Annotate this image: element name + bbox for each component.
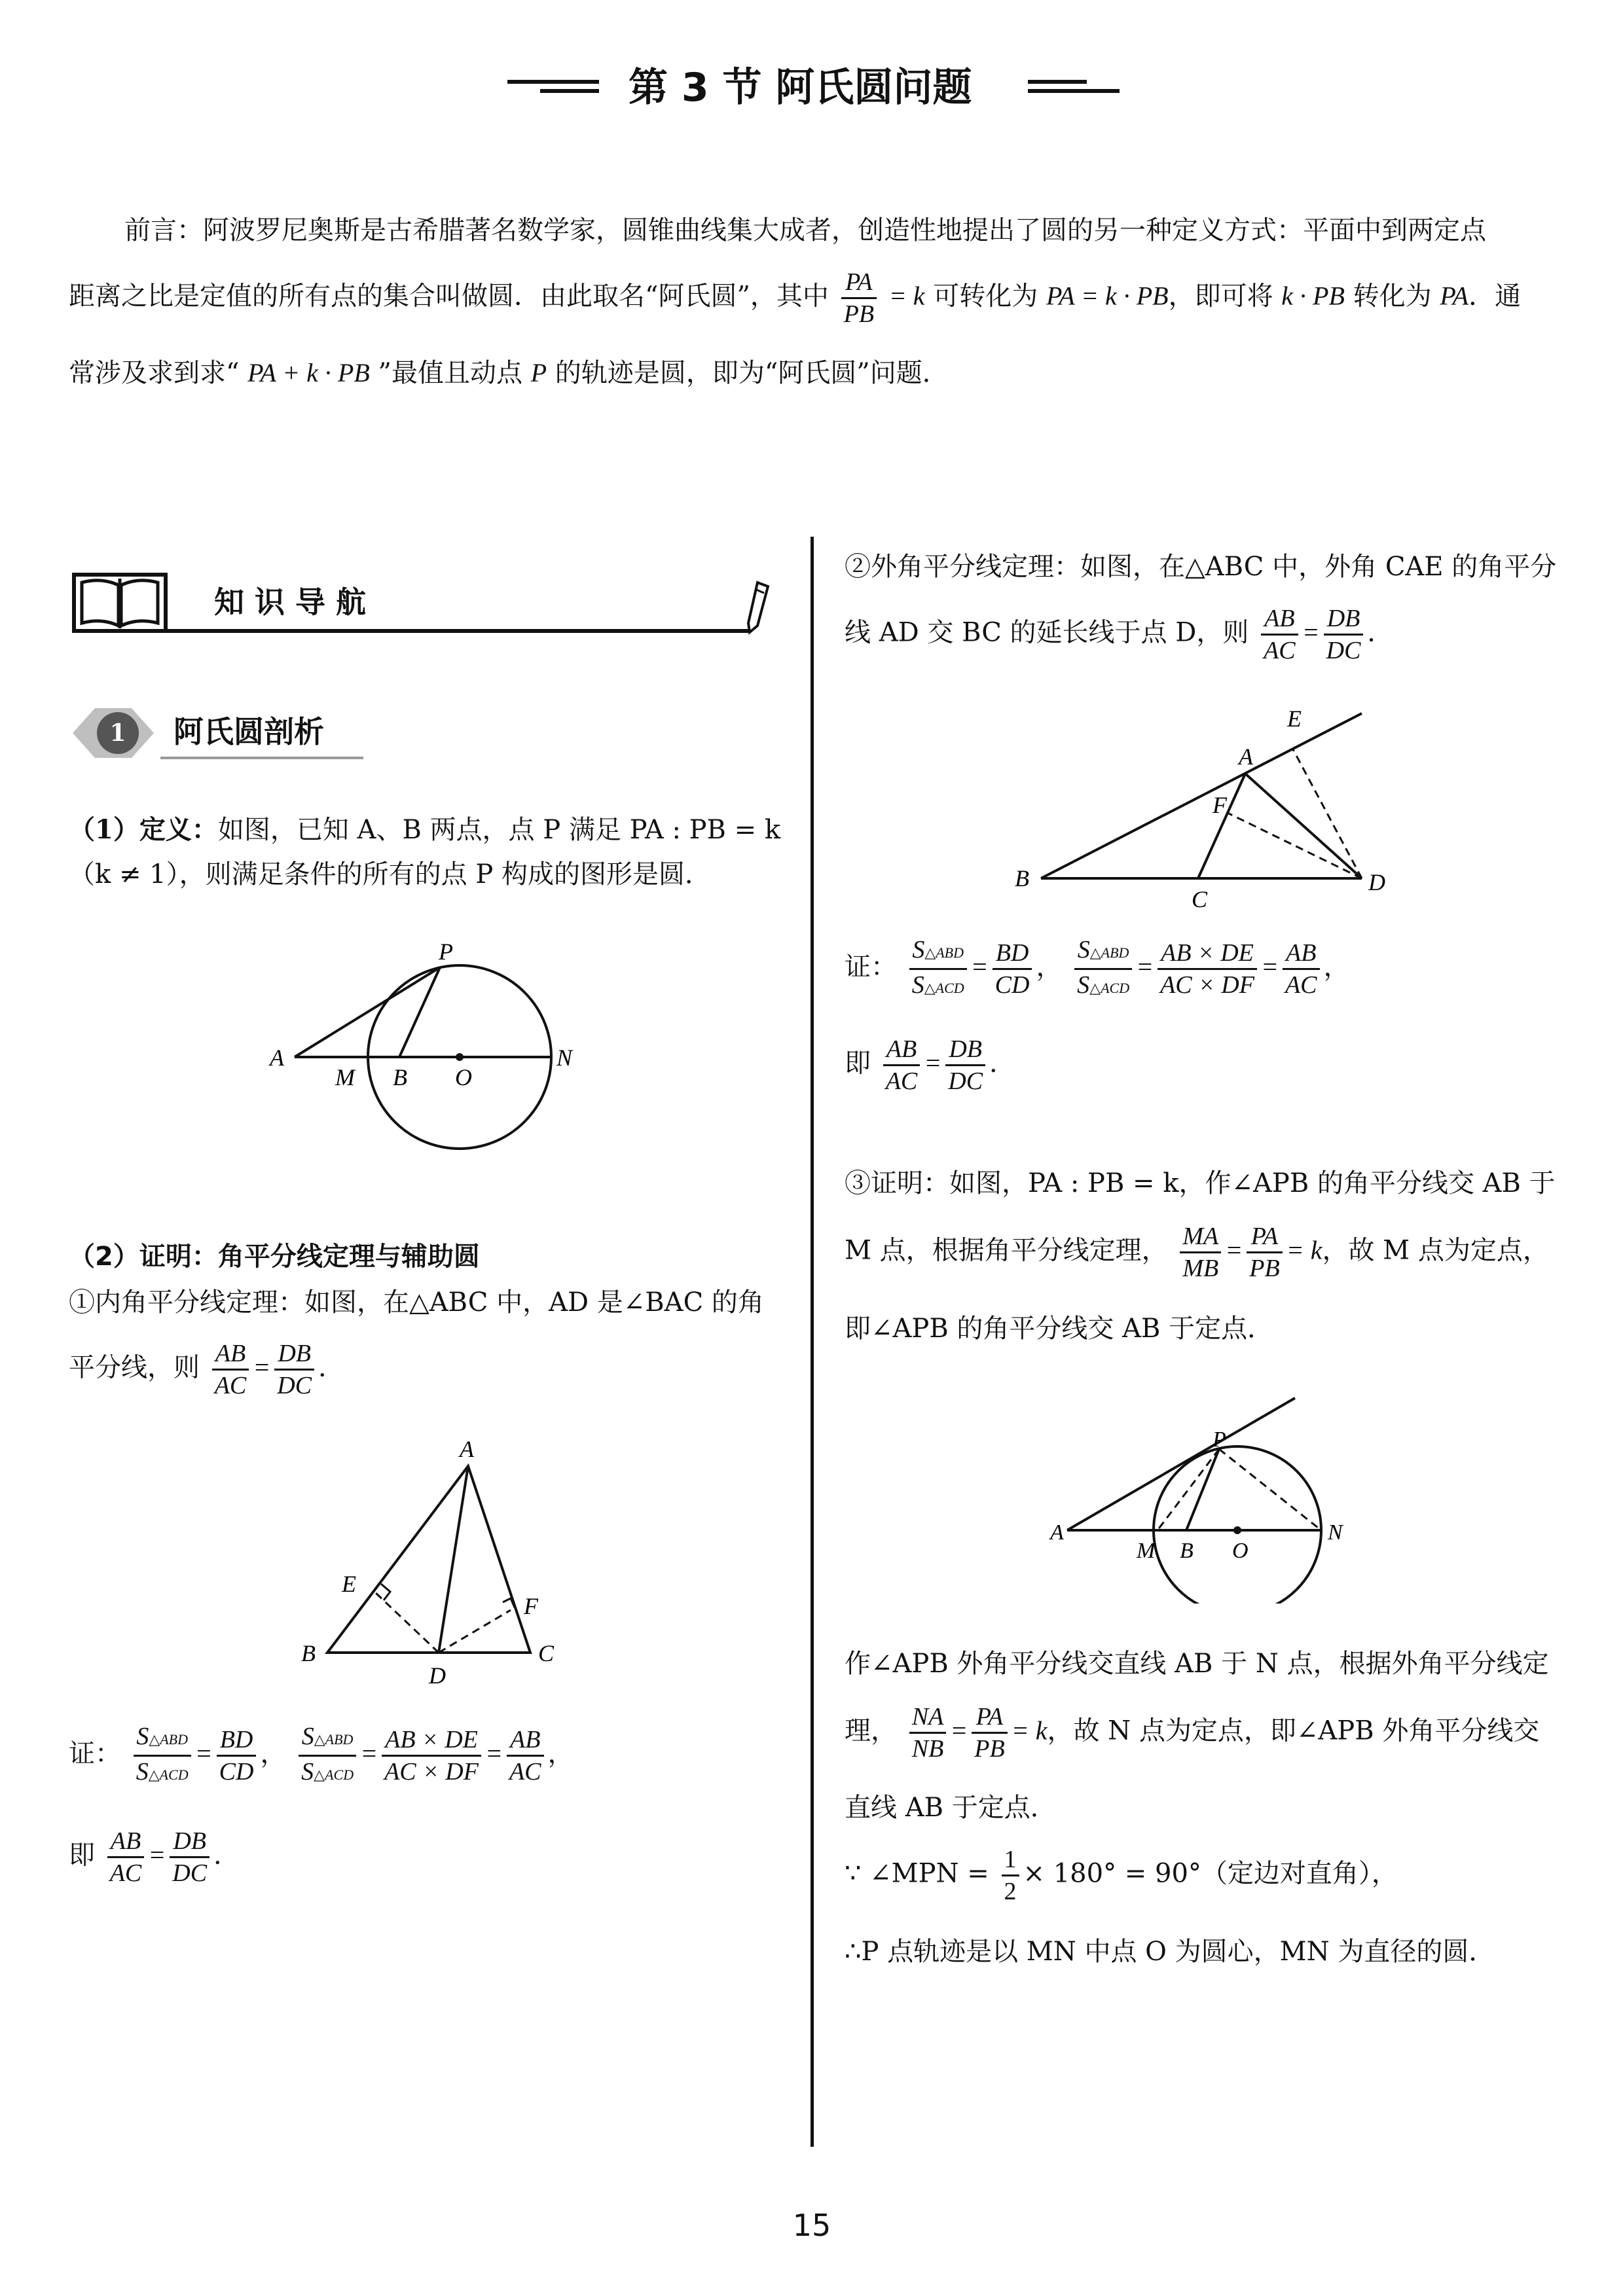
figure-inner-bisector — [288, 1427, 589, 1689]
outer-theorem-line-1: ②外角平分线定理：如图，在△ABC 中，外角 CAE 的角平分 — [845, 552, 1557, 582]
figure-outer-bisector — [1002, 700, 1421, 910]
label-b: B — [1180, 1539, 1194, 1563]
title-decoration-left — [507, 80, 599, 99]
fourth-proof-line-5: ∴P 点轨迹是以 MN 中点 O 为圆心，MN 为直径的圆． — [845, 1937, 1495, 1967]
fourth-proof-line-1: 作∠APB 外角平分线交直线 AB 于 N 点，根据外角平分线定 — [845, 1649, 1549, 1679]
column-divider — [811, 537, 814, 2147]
label-n: N — [556, 1045, 573, 1071]
fourth-proof-line-3: 直线 AB 于定点． — [845, 1793, 1057, 1823]
subsection-heading — [69, 700, 396, 766]
label-a: A — [1239, 744, 1253, 770]
label-o: O — [455, 1064, 472, 1090]
third-proof-line-2: M 点，根据角平分线定理， $\frac{MA}{MB}$ = $\frac{PA}{PB}$ = k，故 M 点为定点， — [845, 1223, 1549, 1282]
label-c: C — [1192, 886, 1208, 910]
label-n: N — [1328, 1520, 1343, 1545]
third-proof-line-3: 即∠APB 的角平分线交 AB 于定点． — [845, 1314, 1274, 1344]
inner-theorem-line-2: 平分线，则 $\frac{AB}{AC}$ = $\frac{DB}{DC}$ ． — [69, 1340, 345, 1399]
fraction-pa-pb: $\frac{PA}{PB}$ — [841, 267, 877, 329]
preface-line-1: 前言：阿波罗尼奥斯是古希腊著名数学家，圆锥曲线集大成者，创造性地提出了圆的另一种定义方式：平面中到两定点 — [124, 215, 1486, 245]
definition-line-1: （1）定义：如图，已知 A、B 两点，点 P 满足 PA : PB = k — [69, 814, 781, 845]
outer-proof-line: 证： $\frac{\text{S△ABD}}{\text{S△ACD}}$ = $\frac{BD}{CD}$ ， $\frac{\text{S△ABD}}{\text{S△ACD}}$ = $\frac{AB \times DE}{AC \times DF}$ = $\frac{AB}{AC}$ ， — [845, 936, 1350, 999]
label-d: D — [1368, 869, 1385, 895]
third-proof-line-1: ③证明：如图，PA : PB = k，作∠APB 的角平分线交 AB 于 — [845, 1168, 1556, 1198]
subsection-number: 1 — [109, 719, 126, 747]
section-banner — [69, 569, 776, 641]
label-c: C — [538, 1640, 555, 1666]
book-icon — [69, 569, 776, 641]
label-e: E — [342, 1571, 356, 1597]
pencil-icon — [748, 583, 768, 632]
title-decoration-right — [1028, 80, 1120, 99]
figure-apollonius-proof — [1041, 1394, 1381, 1604]
label-f: F — [524, 1593, 538, 1619]
inner-theorem-line-1: ①内角平分线定理：如图，在△ABC 中，AD 是∠BAC 的角 — [69, 1287, 764, 1318]
label-m: M — [335, 1064, 355, 1090]
outer-conclusion: 即 $\frac{AB}{AC}$ = $\frac{DB}{DC}$ ． — [845, 1035, 1016, 1095]
page-number: 15 — [792, 2208, 831, 2243]
inner-conclusion: 即 $\frac{AB}{AC}$ = $\frac{DB}{DC}$ ． — [69, 1827, 240, 1887]
definition-line-2: （k ≠ 1），则满足条件的所有的点 P 构成的图形是圆． — [69, 859, 711, 889]
label-b: B — [301, 1640, 316, 1666]
figure-apollonius-circle — [262, 929, 602, 1165]
proof-heading: （2）证明：角平分线定理与辅助圆 — [69, 1242, 480, 1272]
label-p: P — [439, 939, 453, 965]
preface-line-3: 常涉及求到求“ PA + k · PB ”最值且动点 P 的轨迹是圆，即为“阿氏圆”问题． — [69, 358, 949, 388]
page-title: 第 3 节 阿氏圆问题 — [629, 65, 972, 111]
label-b: B — [1015, 865, 1029, 891]
preface-line-2: 距离之比是定值的所有点的集合叫做圆．由此取名“阿氏圆”，其中 $\frac{PA}{PB}$ = k 可转化为 PA = k · PB，即可将 k · PB 转化为 PA．通 — [69, 268, 1522, 328]
label-a: A — [270, 1045, 284, 1071]
label-a: A — [1050, 1520, 1064, 1545]
label-p: P — [1213, 1427, 1226, 1452]
inner-proof-line: 证： $\frac{\text{S△ABD}}{\text{S△ACD}}$ = $\frac{BD}{CD}$ ， $\frac{\text{S△ABD}}{\text{S△ACD}}$ = $\frac{AB \times DE}{AC \times DF}$ = $\frac{AB}{AC}$ ， — [69, 1723, 574, 1785]
label-b: B — [393, 1064, 407, 1090]
fourth-proof-line-2: 理， $\frac{NA}{NB}$ = $\frac{PA}{PB}$ = k，故 N 点为定点，即∠APB 外角平分线交 — [845, 1703, 1540, 1763]
section-banner-label: 知 识 导 航 — [214, 584, 367, 620]
label-e: E — [1287, 706, 1302, 732]
subsection-title: 阿氏圆剖析 — [173, 714, 324, 749]
outer-theorem-line-2: 线 AD 交 BC 的延长线于点 D，则 $\frac{AB}{AC}$ = $\frac{DB}{DC}$ ． — [845, 605, 1394, 664]
label-a: A — [460, 1436, 474, 1462]
label-m: M — [1137, 1539, 1156, 1563]
label-o: O — [1232, 1539, 1249, 1563]
label-d: D — [429, 1662, 446, 1689]
fourth-proof-line-4: ∵ ∠MPN = $\frac{1}{2}$ × 180° = 90°（定边对直角）， — [845, 1846, 1398, 1905]
label-f: F — [1213, 792, 1227, 818]
